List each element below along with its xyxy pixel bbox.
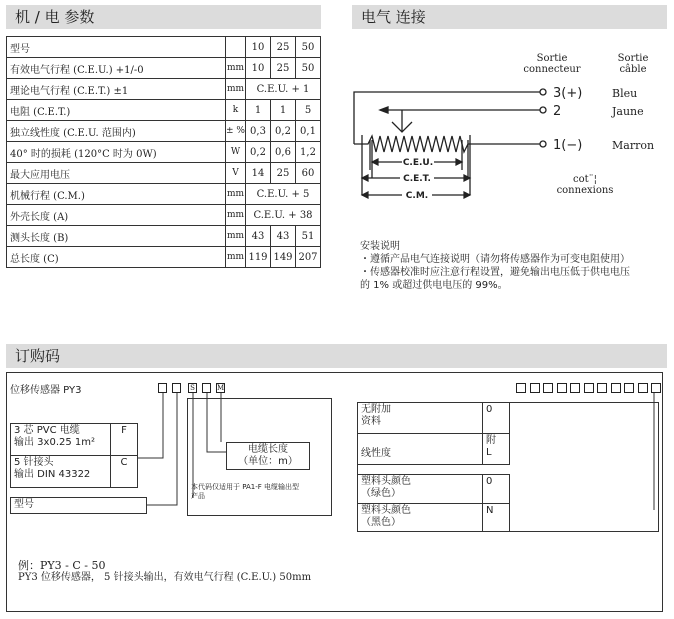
- option-cable: 3 芯 PVC 电缆 输出 3x0.25 1m²: [10, 423, 111, 456]
- spec-value: 0,2: [271, 121, 296, 142]
- spec-value-span: C.E.U. + 38: [246, 205, 321, 226]
- sortie-connecteur-label: Sortie: [536, 53, 568, 64]
- spec-value: 0,1: [296, 121, 321, 142]
- spec-unit: mm: [226, 58, 246, 79]
- cot-label: cot¨¦: [572, 174, 598, 185]
- spec-label: 有效电气行程 (C.E.U.) +1/-0: [7, 58, 226, 79]
- option-head-green: 塑料头颜色 （绿色）: [357, 474, 483, 504]
- option-cable-code: F: [110, 423, 138, 456]
- spec-label: 最大应用电压: [7, 163, 226, 184]
- spec-value-span: C.E.U. + 5: [246, 184, 321, 205]
- spec-value: 51: [296, 226, 321, 247]
- spec-label: 测头长度 (B): [7, 226, 226, 247]
- spec-value: 119: [246, 247, 271, 268]
- section-header-order: 订购码: [6, 344, 667, 368]
- wire-bleu-label: Bleu: [612, 87, 638, 100]
- cet-label: C.E.T.: [403, 174, 431, 184]
- sensor-label: 位移传感器 PY3: [10, 385, 82, 396]
- code-box-m: M: [217, 384, 225, 392]
- spec-value: 1: [271, 100, 296, 121]
- option-connector: 5 针接头 输出 DIN 43322: [10, 455, 111, 488]
- wire-marron-label: Marron: [612, 139, 655, 152]
- sortie-connecteur-label-2: connecteur: [523, 64, 581, 75]
- spec-value: 0,3: [246, 121, 271, 142]
- cable-note: 本代码仅适用于 PA1-F 电缆输出型 产品: [191, 483, 300, 500]
- ceu-label: C.E.U.: [402, 158, 434, 168]
- pin-3-label: 3(+): [553, 86, 583, 101]
- spec-unit: ± %: [226, 121, 246, 142]
- cm-label: C.M.: [405, 191, 429, 201]
- spec-unit: V: [226, 163, 246, 184]
- option-model: 型号: [10, 497, 147, 514]
- spec-value: 14: [246, 163, 271, 184]
- option-head-green-code: 0: [482, 474, 510, 504]
- example-description: PY3 位移传感器， 5 针接头输出，有效电气行程 (C.E.U.) 50mm: [18, 572, 312, 583]
- spec-label: 机械行程 (C.M.): [7, 184, 226, 205]
- spec-label: 外壳长度 (A): [7, 205, 226, 226]
- pin-1-label: 1(−): [553, 138, 583, 153]
- spec-value: 1: [246, 100, 271, 121]
- option-no-extra: 无附加 资料: [357, 402, 483, 434]
- spec-value: 10: [246, 58, 271, 79]
- install-line-1: ・遵循产品电气连接说明（请勿将传感器作为可变电阻使用）: [360, 254, 630, 265]
- spec-label: 电阻 (C.E.T.): [7, 100, 226, 121]
- pin-2-label: 2: [553, 104, 562, 119]
- spec-value: 1,2: [296, 142, 321, 163]
- spec-unit: k: [226, 100, 246, 121]
- spec-value: 25: [271, 37, 296, 58]
- option-linearity-code: 附 L: [482, 433, 510, 465]
- spec-unit: mm: [226, 184, 246, 205]
- spec-value: 50: [296, 58, 321, 79]
- spec-value: 60: [296, 163, 321, 184]
- spec-value: 43: [246, 226, 271, 247]
- spec-label: 40° 时的损耗 (120°C 时为 0W): [7, 142, 226, 163]
- spec-value: 10: [246, 37, 271, 58]
- sortie-cable-label: Sortie: [617, 53, 649, 64]
- option-linearity: 线性度: [357, 433, 483, 465]
- spec-value-span: C.E.U. + 1: [246, 79, 321, 100]
- install-line-3: 的 1% 或超过供电电压的 99%。: [360, 280, 508, 291]
- spec-unit: mm: [226, 79, 246, 100]
- spec-unit: W: [226, 142, 246, 163]
- spec-label: 总长度 (C): [7, 247, 226, 268]
- option-head-black-code: N: [482, 503, 510, 532]
- spec-value: 25: [271, 58, 296, 79]
- order-example: [18, 560, 311, 584]
- spec-label: 型号: [7, 37, 226, 58]
- spec-value: 50: [296, 37, 321, 58]
- install-line-2: ・传感器校准时应注意行程设置，避免输出电压低于供电电压: [360, 267, 630, 278]
- code-box-s: S: [188, 383, 197, 393]
- spec-unit: mm: [226, 205, 246, 226]
- example-code: 例：PY3 - C - 50: [18, 559, 106, 572]
- spec-value: 149: [271, 247, 296, 268]
- spec-value: 43: [271, 226, 296, 247]
- spec-value: 207: [296, 247, 321, 268]
- section-header-mech-elec: 机 / 电 参数: [6, 5, 321, 29]
- spec-value: 0,2: [246, 142, 271, 163]
- wire-jaune-label: Jaune: [612, 105, 644, 118]
- connexions-label: connexions: [556, 185, 614, 196]
- spec-label: 独立线性度 (C.E.U. 范围内): [7, 121, 226, 142]
- sortie-cable-label-2: câble: [619, 64, 647, 75]
- spec-value: 25: [271, 163, 296, 184]
- option-connector-code: C: [110, 455, 138, 488]
- spec-unit: mm: [226, 226, 246, 247]
- spec-unit: mm: [226, 247, 246, 268]
- spec-value: 5: [296, 100, 321, 121]
- section-header-connection: 电气 连接: [352, 5, 667, 29]
- spec-label: 理论电气行程 (C.E.T.) ±1: [7, 79, 226, 100]
- option-head-black: 塑料头颜色 （黑色）: [357, 503, 483, 532]
- install-title: 安装说明: [360, 241, 400, 252]
- option-no-extra-code: 0: [482, 402, 510, 434]
- cable-length-box: 电缆长度 （单位：m）: [226, 442, 310, 470]
- spec-value: 0,6: [271, 142, 296, 163]
